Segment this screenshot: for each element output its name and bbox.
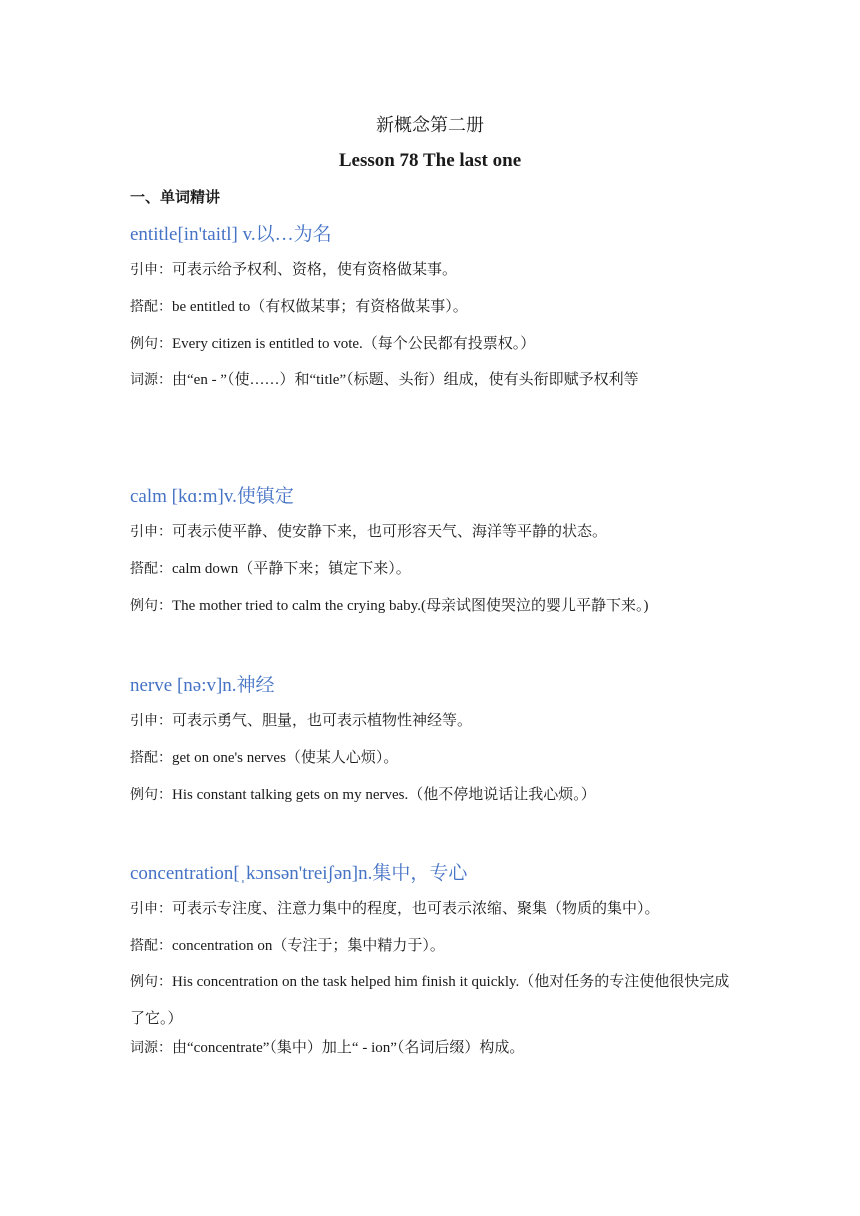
vocab-word: concentration[ˌkɔnsən'treiʃən]n.集中，专心: [130, 863, 468, 884]
example-line: [130, 596, 750, 616]
line-text: 可表示给予权利、资格，使有资格做某事。: [172, 262, 458, 278]
example-line: [130, 334, 750, 354]
line-label: 搭配：: [130, 299, 172, 315]
section-heading: 一、单词精讲: [130, 188, 221, 206]
etymology-line: [130, 1038, 750, 1058]
vocab-entry-calm: [130, 484, 750, 616]
line-text: be entitled to（有权做某事；有资格做某事）。: [172, 299, 468, 315]
line-text: His constant talking gets on my nerves.（他不停地说话让我心烦。）: [172, 787, 596, 803]
line-label: 例句：: [130, 787, 172, 803]
line-text: His concentration on the task helped him finish it quickly.（他对任务的专注使他很快完成了它。）: [130, 974, 730, 1027]
extension-line: [130, 711, 750, 731]
line-label: 搭配：: [130, 561, 172, 577]
line-label: 例句：: [130, 336, 172, 352]
etymology-line: [130, 362, 740, 399]
collocation-line: [130, 936, 750, 956]
vocab-word: entitle[in'taitl] v.以…为名: [130, 224, 332, 245]
line-label: 例句：: [130, 974, 172, 990]
document-title: 新概念第二册: [376, 115, 484, 136]
line-text: The mother tried to calm the crying baby.(母亲试图使哭泣的婴儿平静下来。): [172, 598, 649, 614]
collocation-line: [130, 559, 750, 579]
example-line: [130, 964, 730, 1038]
line-label: 搭配：: [130, 938, 172, 954]
line-text: calm down（平静下来；镇定下来）。: [172, 561, 411, 577]
vocab-entry-entitle: [130, 222, 750, 399]
extension-line: [130, 899, 750, 919]
line-label: 词源：: [130, 1040, 172, 1056]
vocab-entry-nerve: [130, 673, 750, 805]
vocab-word: nerve [nə:v]n.神经: [130, 675, 275, 696]
line-text: Every citizen is entitled to vote.（每个公民都有投票权。）: [172, 336, 536, 352]
line-text: 可表示勇气、胆量，也可表示植物性神经等。: [172, 713, 473, 729]
line-text: concentration on（专注于；集中精力于）。: [172, 938, 445, 954]
line-label: 搭配：: [130, 750, 172, 766]
line-text: get on one's nerves（使某人心烦）。: [172, 750, 399, 766]
collocation-line: [130, 748, 750, 768]
line-label: 引申：: [130, 524, 172, 540]
vocab-entry-concentration: [130, 861, 750, 1058]
vocab-word: calm [kɑ:m]v.使镇定: [130, 486, 294, 507]
extension-line: [130, 522, 750, 542]
line-label: 引申：: [130, 262, 172, 278]
lesson-title: Lesson 78 The last one: [338, 150, 522, 171]
line-text: 由“en - ”（使……）和“title”（标题、头衔）组成，使有头衔即赋予权利等: [172, 372, 639, 388]
extension-line: [130, 260, 750, 280]
line-label: 引申：: [130, 901, 172, 917]
line-label: 引申：: [130, 713, 172, 729]
line-label: 例句：: [130, 598, 172, 614]
line-text: 可表示专注度、注意力集中的程度，也可表示浓缩、聚集（物质的集中）。: [172, 901, 660, 917]
collocation-line: [130, 297, 750, 317]
line-text: 可表示使平静、使安静下来，也可形容天气、海洋等平静的状态。: [172, 524, 608, 540]
line-label: 词源：: [130, 372, 172, 388]
example-line: [130, 785, 750, 805]
line-text: 由“concentrate”（集中）加上“ - ion”（名词后缀）构成。: [172, 1040, 525, 1056]
